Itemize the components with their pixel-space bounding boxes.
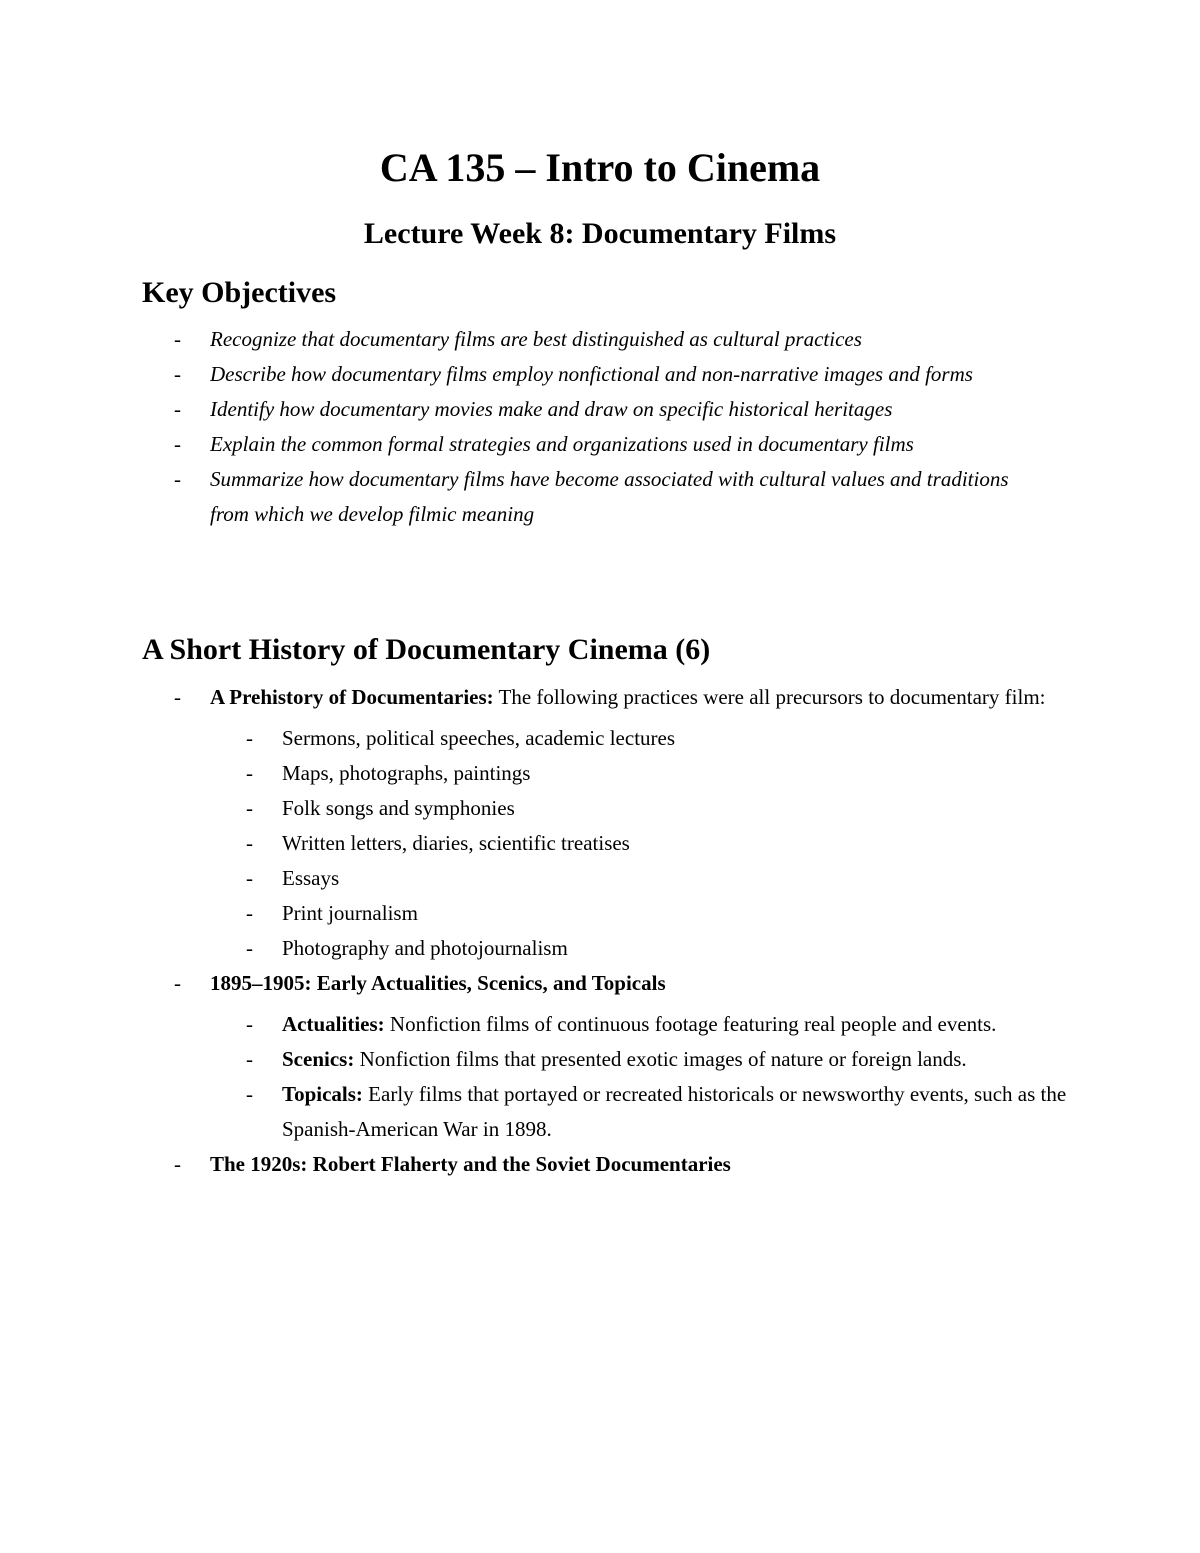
dash-bullet: - <box>174 467 181 491</box>
term-label: Scenics: <box>282 1047 355 1071</box>
term-label: Actualities: <box>282 1012 385 1036</box>
list-item: - Scenics: Nonfiction films that presented exotic images of nature or foreign lands. <box>282 1042 1070 1077</box>
early-era-label: 1895–1905: Early Actualities, Scenics, and Topicals <box>210 971 666 995</box>
history-list <box>174 680 1070 1182</box>
list-item: - Photography and photojournalism <box>282 931 1070 966</box>
dash-bullet: - <box>174 1152 181 1176</box>
history-item-prehistory <box>174 680 1070 966</box>
prehistory-text: The following practices were all precursors to documentary film: <box>493 685 1046 709</box>
dash-bullet: - <box>246 1082 253 1106</box>
early-era-sublist <box>210 1007 1070 1147</box>
document-title: CA 135 – Intro to Cinema <box>379 145 821 190</box>
twenties-label: The 1920s: Robert Flaherty and the Soviet Documentaries <box>210 1152 731 1176</box>
dash-bullet: - <box>246 936 253 960</box>
dash-bullet: - <box>246 1012 253 1036</box>
dash-bullet: - <box>174 971 181 995</box>
objective-item: - Describe how documentary films employ nonfictional and non-narrative images and forms <box>210 357 1030 392</box>
dash-bullet: - <box>174 397 181 421</box>
history-heading: A Short History of Documentary Cinema (6) <box>142 633 711 666</box>
dash-bullet: - <box>246 796 253 820</box>
list-item: - Actualities: Nonfiction films of continuous footage featuring real people and events. <box>282 1007 1070 1042</box>
list-item: - Essays <box>282 861 1070 896</box>
dash-bullet: - <box>246 726 253 750</box>
dash-bullet: - <box>174 685 181 709</box>
dash-bullet: - <box>246 866 253 890</box>
prehistory-sublist <box>210 721 1070 966</box>
prehistory-label: A Prehistory of Documentaries: <box>210 685 494 709</box>
history-item-1920s <box>174 1147 1070 1182</box>
dash-bullet: - <box>174 362 181 386</box>
list-item: - Topicals: Early films that portayed or recreated historicals or newsworthy events, such as the Spanish-American War in 1898. <box>282 1077 1070 1147</box>
objective-item: - Recognize that documentary films are best distinguished as cultural practices <box>210 322 1030 357</box>
list-item: - Folk songs and symphonies <box>282 791 1070 826</box>
list-item: - Maps, photographs, paintings <box>282 756 1070 791</box>
objectives-heading: Key Objectives <box>142 276 337 309</box>
dash-bullet: - <box>246 901 253 925</box>
history-item-early-era <box>174 966 1070 1147</box>
dash-bullet: - <box>246 761 253 785</box>
dash-bullet: - <box>246 831 253 855</box>
term-label: Topicals: <box>282 1082 363 1106</box>
objective-item: - Identify how documentary movies make and draw on specific historical heritages <box>210 392 1030 427</box>
dash-bullet: - <box>246 1047 253 1071</box>
list-item: - Sermons, political speeches, academic lectures <box>282 721 1070 756</box>
lecture-subtitle: Lecture Week 8: Documentary Films <box>363 217 837 250</box>
list-item: - Written letters, diaries, scientific treatises <box>282 826 1070 861</box>
dash-bullet: - <box>174 327 181 351</box>
objectives-list <box>174 322 1030 532</box>
dash-bullet: - <box>174 432 181 456</box>
objective-item: - Explain the common formal strategies and organizations used in documentary films <box>210 427 1030 462</box>
list-item: - Print journalism <box>282 896 1070 931</box>
objective-item: - Summarize how documentary films have become associated with cultural values and traditions from which we develop filmic meaning <box>210 462 1030 532</box>
